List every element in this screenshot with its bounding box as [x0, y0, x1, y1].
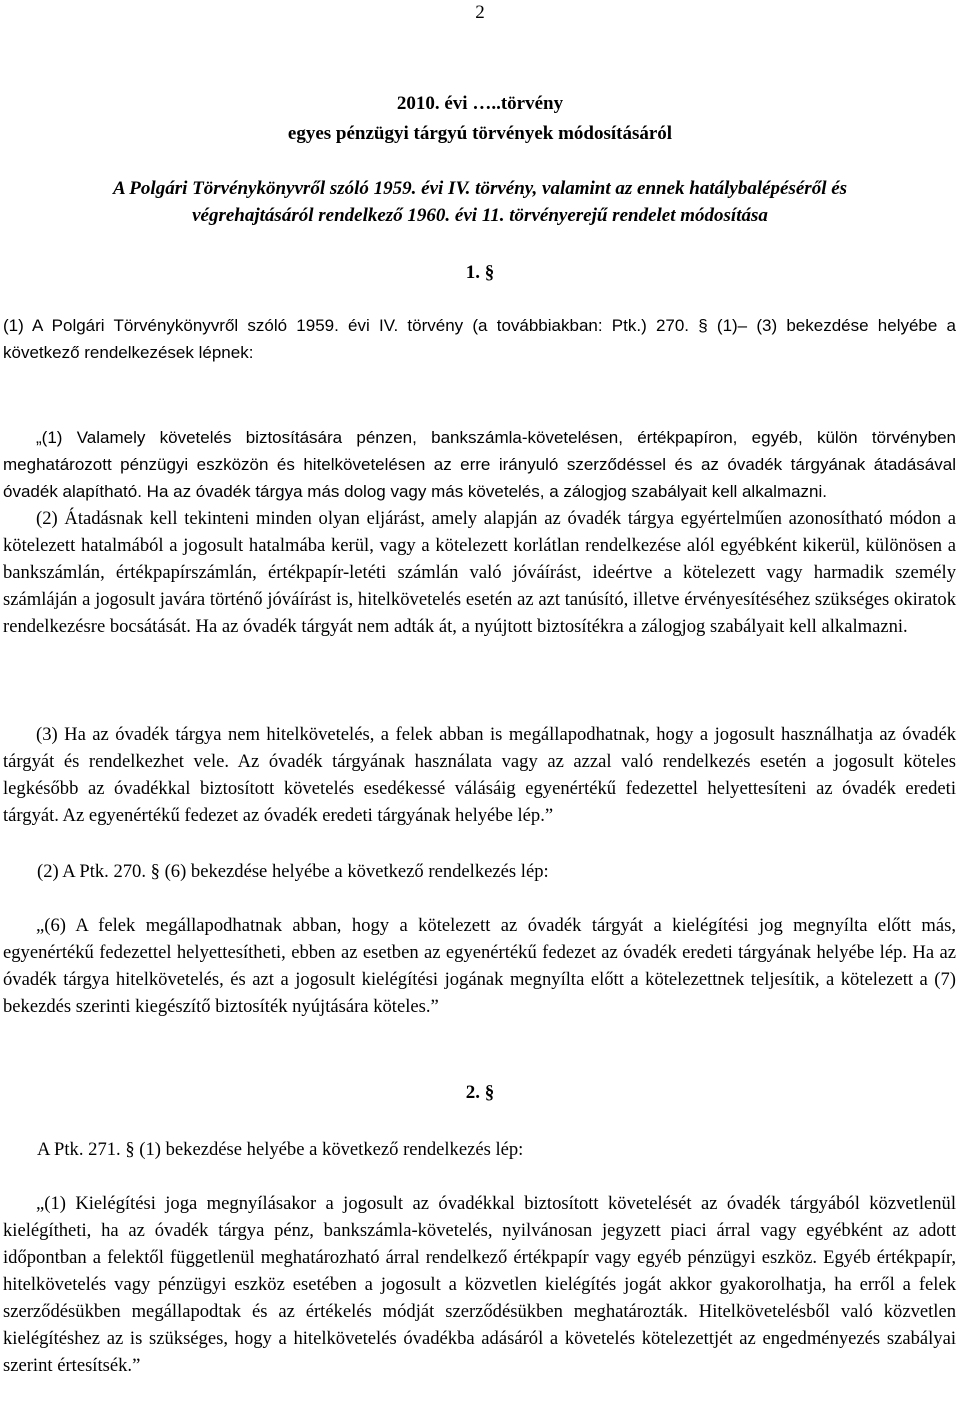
- amendment-heading-line-1: A Polgári Törvénykönyvről szóló 1959. évi IV. törvény, valamint az ennek hatálybalépéséről és: [112, 178, 848, 199]
- section-2-heading: 2. §: [465, 1082, 495, 1103]
- amendment-heading-line-2: végrehajtásáról rendelkező 1960. évi 11. törvényerejű rendelet módosítása: [192, 205, 768, 226]
- section-1-heading: 1. §: [465, 262, 495, 283]
- law-title: 2010. évi …..törvény: [396, 93, 564, 114]
- section-1-quote-paragraph-3: (3) Ha az óvadék tárgya nem hitelkövetelés, a felek abban is megállapodhatnak, hogy a jogosult használhatja az óvadék tárgyát és rendelkezhet vele. Az óvadék tárgyának használata vagy az azzal való rendelkezés esetén a jogosult köteles legkésőbb az óvadékkal biztosított követelés esedékessé válásáig egyenértékű fedezettel helyettesíteni az óvadék eredeti tárgyát. Az egyenértékű fedezet az óvadék eredeti tárgyának helyébe lép.”: [3, 724, 956, 826]
- section-1-subsection-2-quote: „(6) A felek megállapodhatnak abban, hogy a kötelezett az óvadék tárgyát a kielégítési jog megnyílta előtt más, egyenértékű fedezettel helyettesítheti, ebben az esetben az egyenértékű fedezet az óvadék eredeti tárgyának helyébe lép. Ha az óvadék tárgya hitelkövetelés, és azt a jogosult kielégítési jogának megnyílta előtt a kötelezettnek teljesítik, a kötelezett a (7) bekezdés szerinti kiegészítő biztosíték nyújtására köteles.”: [3, 915, 956, 1017]
- section-1-quote-paragraph-1: „(1) Valamely követelés biztosítására pénzen, bankszámla-követelésen, értékpapíron, egyéb, külön törvényben meghatározott pénzügyi eszközön és hitelkövetelésen az erre irányuló szerződéssel és az óvadék tárgyának átadásával óvadék alapítható. Ha az óvadék tárgya más dolog vagy más követelés, a zálogjog szabályait kell alkalmazni.: [3, 428, 956, 501]
- section-1-subsection-2-intro: (2) A Ptk. 270. § (6) bekezdése helyébe a következő rendelkezés lép:: [37, 861, 549, 882]
- section-2-quote: „(1) Kielégítési joga megnyílásakor a jogosult az óvadékkal biztosított követelését az óvadék tárgyából közvetlenül kielégítheti, ha az óvadék tárgya pénz, bankszámla-követelés, nyilvánosan jegyzett piaci árral vagy egyébként az adott időpontban a felektől függetlenül meghatározható árral rendelkező értékpapír vagy egyéb pénzügyi eszköz. Egyéb értékpapír, hitelkövetelés vagy pénzügyi eszköz esetében a jogosult a közvetlen kielégítés jogát akkor gyakorolhatja, ha erről a felek szerződésükben megállapodtak és az értékelés módját szerződésükben meghatározták. Hitelkövetelésből való közvetlen kielégítéshez az is szükséges, hogy a hitelkövetelés óvadékba adásáról a követelés kötelezettjét az engedményezés szabályai szerint értesítsék.”: [3, 1193, 956, 1376]
- law-title-subject: egyes pénzügyi tárgyú törvények módosításáról: [287, 123, 673, 144]
- section-2-intro: A Ptk. 271. § (1) bekezdése helyébe a következő rendelkezés lép:: [37, 1139, 524, 1160]
- page-number: 2: [475, 2, 485, 23]
- section-1-quote-paragraph-2: (2) Átadásnak kell tekinteni minden olyan eljárást, amely alapján az óvadék tárgya egyértelműen azonosítható módon a kötelezett hatalmából a jogosult hatalmába kerül, vagy a kötelezett korlátlan rendelkezése alól egyébként kikerül, különösen a bankszámlán, értékpapírszámlán, értékpapír-letéti számlán való jóváírást, ideértve a kötelezett vagy harmadik személy számláján a jogosult javára történő jóváírást is, hitelkövetelés esetén az azt tanúsító, illetve érvényesítéséhez szükséges okiratok rendelkezésre bocsátását. Ha az óvadék tárgyát nem adták át, a nyújtott biztosítékra a zálogjog szabályait kell alkalmazni.: [3, 508, 956, 637]
- section-1-intro: (1) A Polgári Törvénykönyvről szóló 1959. évi IV. törvény (a továbbiakban: Ptk.) 270. § (1)– (3) bekezdése helyébe a következő rendelkezések lépnek:: [3, 316, 956, 362]
